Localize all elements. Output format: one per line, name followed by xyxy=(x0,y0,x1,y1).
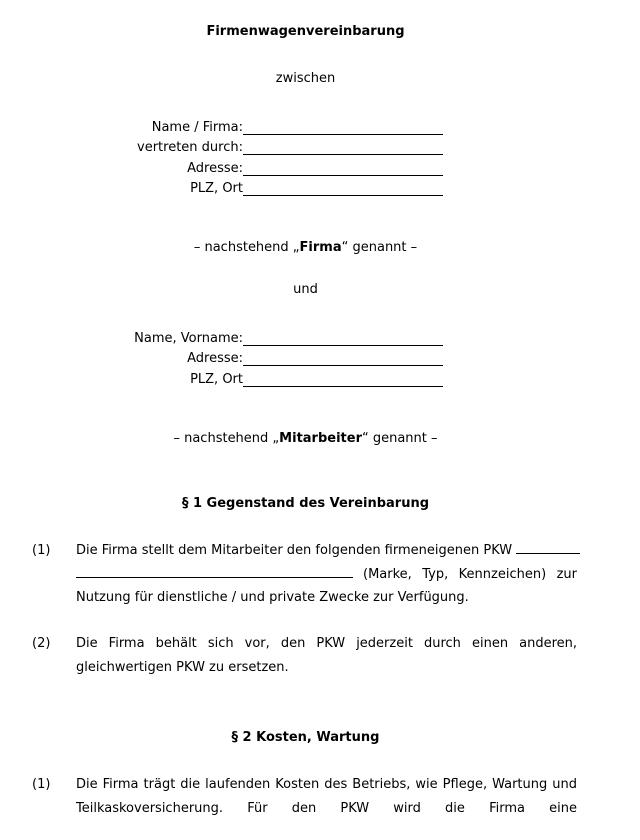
party2-address-field[interactable] xyxy=(243,365,443,366)
party1-address-field[interactable] xyxy=(243,175,443,176)
between-label: zwischen xyxy=(275,71,336,86)
party2-city-label: PLZ, Ort xyxy=(190,372,243,387)
section2-p1-line1: Die Firma trägt die laufenden Kosten des Betriebs, wie Pflege, Wartung und xyxy=(76,777,577,792)
party1-representative-label: vertreten durch: xyxy=(137,140,243,155)
section1-heading: § 1 Gegenstand des Vereinbarung xyxy=(181,496,430,511)
party2-name-field[interactable] xyxy=(243,345,443,346)
party1-representative-field[interactable] xyxy=(243,154,443,155)
section2-heading: § 2 Kosten, Wartung xyxy=(231,730,380,745)
section2-p1-number: (1) xyxy=(32,777,51,792)
party2-designation xyxy=(0,431,611,446)
designation-prefix: – nachstehend „ xyxy=(173,431,280,446)
party1-city-label: PLZ, Ort xyxy=(190,181,243,196)
party2-name-label: Name, Vorname: xyxy=(134,331,243,346)
party1-city-field[interactable] xyxy=(243,195,443,196)
section1-p1-line3: Nutzung für dienstliche / und private Zwecke zur Verfügung. xyxy=(76,590,469,605)
designation-prefix: – nachstehend „ xyxy=(193,240,300,255)
section1-p2-line1: Die Firma behält sich vor, den PKW jederzeit durch einen anderen, xyxy=(76,636,577,651)
section2-p1 xyxy=(76,773,577,820)
party2-city-field[interactable] xyxy=(243,386,443,387)
section1-p1-line2: (Marke, Typ, Kennzeichen) zur xyxy=(363,566,577,582)
section2-p1-line2: Teilkaskoversicherung. Für den PKW wird die Firma eine xyxy=(76,800,577,816)
and-label: und xyxy=(293,282,318,297)
car-model-field-b[interactable] xyxy=(76,576,353,578)
party1-name-label: Name / Firma: xyxy=(151,120,243,135)
party1-address-label: Adresse: xyxy=(187,161,243,176)
section1-p2-number: (2) xyxy=(32,636,51,651)
party1-designation xyxy=(0,240,611,255)
party1-name-field[interactable] xyxy=(243,134,443,135)
party2-address-label: Adresse: xyxy=(187,351,243,366)
car-model-field-a[interactable] xyxy=(516,552,580,554)
section1-p2 xyxy=(76,632,577,679)
document-title: Firmenwagenvereinbarung xyxy=(206,24,405,39)
designation-suffix: “ genannt – xyxy=(361,431,438,446)
designation-term: Mitarbeiter xyxy=(279,431,362,446)
section1-p1-line1: Die Firma stellt dem Mitarbeiter den folgenden firmeneigenen PKW xyxy=(76,543,513,558)
section1-p2-line2: gleichwertigen PKW zu ersetzen. xyxy=(76,659,289,675)
section1-p1 xyxy=(76,539,577,610)
section1-p1-number: (1) xyxy=(32,543,51,558)
designation-suffix: “ genannt – xyxy=(341,240,418,255)
designation-term: Firma xyxy=(299,240,342,255)
